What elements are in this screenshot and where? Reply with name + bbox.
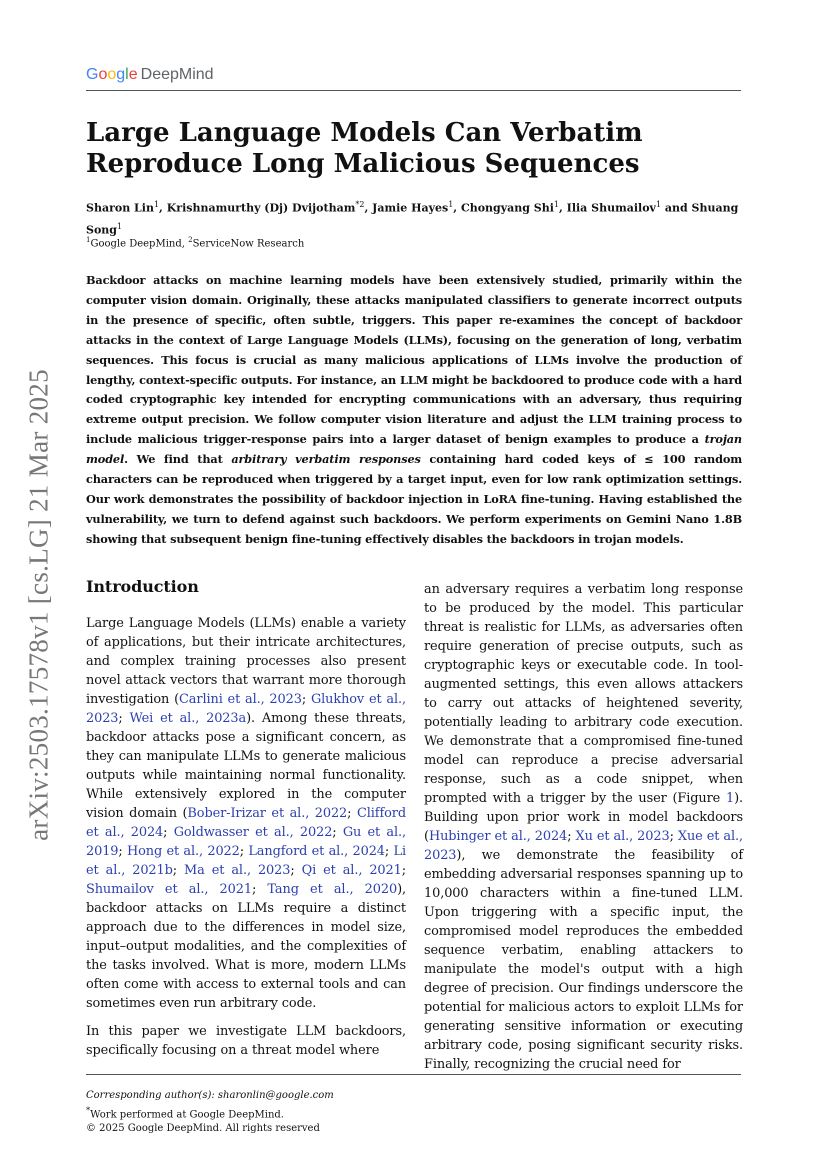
logo-letter: e bbox=[128, 66, 138, 83]
author-name: Ilia Shumailov bbox=[566, 201, 656, 215]
citation-link[interactable]: Langford et al., 2024 bbox=[248, 844, 385, 859]
author-name: Sharon Lin bbox=[86, 201, 154, 215]
author-affiliation-mark: 1 bbox=[153, 200, 160, 209]
corresponding-author bbox=[86, 1089, 741, 1103]
affiliation-name: ServiceNow Research bbox=[192, 238, 305, 250]
author-name: Krishnamurthy (Dj) Dvijotham bbox=[166, 201, 356, 215]
title-line: Large Language Models Can Verbatim bbox=[86, 118, 643, 148]
abstract-emphasis: trojan model bbox=[86, 432, 742, 467]
footnote-mark: * bbox=[86, 1105, 91, 1115]
intro-paragraph-2: In this paper we investigate LLM backdoors, specifically focusing on a threat model where bbox=[86, 1024, 406, 1058]
citation-link[interactable]: Shumailov et al., 2021 bbox=[86, 882, 252, 897]
intro-paragraph-3: an adversary requires a verbatim long response to be produced by the model. This particular threat is realistic for LLMs, as adversaries often require generation of precise outputs, such as cryptographic keys or executable code. In tool-augmented settings, this even allows attackers to carry out attacks of heightened severity, potentially leading to arbitrary code execution. We demonstrate that a compromised fine-tuned model can reproduce a precise adversarial response, such as a code snippet, when prompted with a trigger by the user (Figure 1). Building upon prior work in model backdoors (Hubinger et al., 2024; Xu et al., 2023; Xue et al., 2023), we demonstrate the feasibility of embedding adversarial responses spanning up to 10,000 characters within a fine-tuned LLM. Upon triggering with a specific input, the compromised model reproduces the embedded sequence verbatim, enabling attackers to manipulate the model's output with a high degree of precision. Our findings underscore the potential for malicious actors to exploit LLMs for generating sensitive information or executing arbitrary code, posing significant security risks. Finally, recognizing the crucial need for bbox=[424, 582, 744, 1072]
citation-link[interactable]: Carlini et al., 2023 bbox=[179, 692, 302, 707]
intro-paragraph-1: Large Language Models (LLMs) enable a variety of applications, but their intricate architectures, and complex training processes also present novel attack vectors that warrant more thorough investigation (Carlini et al., 2023; Glukhov et al., 2023; Wei et al., 2023a). Among these threats, backdoor attacks pose a significant concern, as they can manipulate LLMs to generate malicious outputs while maintaining normal functionality. While extensively explored in the computer vision domain (Bober-Irizar et al., 2022; Clifford et al., 2024; Goldwasser et al., 2022; Gu et al., 2019; Hong et al., 2022; Langford et al., 2024; Li et al., 2021b; Ma et al., 2023; Qi et al., 2021; Shumailov et al., 2021; Tang et al., 2020), backdoor attacks on LLMs require a distinct approach due to the differences in model size, input–output modalities, and the complexities of the tasks involved. What is more, modern LLMs often come with access to external tools and can sometimes even run arbitrary code. bbox=[86, 616, 407, 1011]
logo-letter: o bbox=[107, 66, 117, 83]
paper-title bbox=[86, 118, 746, 180]
citation-link[interactable]: Hong et al., 2022 bbox=[126, 844, 240, 859]
citation-link[interactable]: 1 bbox=[725, 791, 735, 806]
affiliation-mark: 1 bbox=[86, 236, 91, 244]
abstract-text: containing hard coded keys of ≤ 100 random characters can be reproduced when triggered by a target input, even for low rank optimization settings. Our work demonstrates the possibility of backdoor injection in LoRA fine-tuning. Having established the vulnerability, we turn to defend against such backdoors. We perform experiments on Gemini Nano 1.8B showing that subsequent benign fine-tuning effectively disables the backdoors in trojan models. bbox=[86, 452, 743, 546]
left-column bbox=[86, 576, 406, 1069]
citation-link[interactable]: Glukhov et al., 2023 bbox=[86, 692, 407, 726]
affiliation-name: Google DeepMind bbox=[90, 238, 182, 250]
author-affiliation-mark: 1 bbox=[116, 221, 123, 231]
right-column bbox=[424, 580, 743, 1083]
affiliation-mark: 2 bbox=[188, 236, 193, 244]
author-affiliation-mark: 1 bbox=[553, 200, 559, 209]
work-note bbox=[86, 1103, 741, 1122]
citation-link[interactable]: Xu et al., 2023 bbox=[575, 829, 670, 844]
arxiv-identifier[interactable]: arXiv:2503.17578v1 [cs.LG] 21 Mar 2025 bbox=[23, 369, 54, 841]
logo-letter: g bbox=[116, 66, 126, 83]
title-line: Reproduce Long Malicious Sequences bbox=[86, 149, 640, 179]
page-header bbox=[86, 64, 741, 91]
arxiv-sidebar bbox=[17, 360, 61, 850]
citation-link[interactable]: Tang et al., 2020 bbox=[267, 882, 398, 897]
citation-link[interactable]: Bober-Irizar et al., 2022 bbox=[187, 806, 348, 821]
page-footer bbox=[86, 1074, 741, 1136]
logo-deepmind-text: DeepMind bbox=[140, 66, 214, 83]
google-deepmind-logo bbox=[86, 66, 214, 84]
abstract bbox=[86, 271, 742, 550]
abstract-emphasis: arbitrary verbatim responses bbox=[231, 452, 421, 467]
logo-letter: o bbox=[98, 66, 108, 83]
citation-link[interactable]: Clifford et al., 2024 bbox=[86, 806, 406, 840]
citation-link[interactable]: Gu et al., 2019 bbox=[86, 825, 406, 859]
logo-letter: G bbox=[86, 66, 99, 83]
author-name: Chongyang Shi bbox=[460, 201, 554, 215]
copyright: © 2025 Google DeepMind. All rights reserved bbox=[86, 1123, 320, 1135]
citation-link[interactable]: Hubinger et al., 2024 bbox=[428, 829, 568, 844]
author-affiliation-mark: 1 bbox=[448, 200, 454, 209]
citation-link[interactable]: Wei et al., 2023a bbox=[129, 711, 247, 726]
logo-letter: l bbox=[125, 66, 129, 83]
affiliations: $^1$Google DeepMind, $^2$ServiceNow Research bbox=[86, 236, 305, 250]
section-heading-introduction: Introduction bbox=[86, 577, 199, 596]
author-affiliation-mark: 1 bbox=[655, 200, 662, 209]
author-name: Shuang Song bbox=[86, 201, 739, 237]
author-name: Jamie Hayes bbox=[372, 201, 449, 215]
corresponding-author-text: Corresponding author(s): sharonlin@google.com bbox=[86, 1090, 334, 1101]
author-list: Sharon Lin$^1$, Krishnamurthy (Dj) Dvijotham$^{*2}$, Jamie Hayes$^1$, Chongyang Shi$^1$, Ilia Shumailov$^1$ and Shuang Song$^1$ bbox=[86, 200, 739, 237]
work-note-text: Work performed at Google DeepMind. bbox=[90, 1109, 284, 1121]
citation-link[interactable]: Goldwasser et al., 2022 bbox=[173, 825, 333, 840]
abstract-text: Backdoor attacks on machine learning models have been extensively studied, primarily within the computer vision domain. Originally, these attacks manipulated classifiers to generate incorrect outputs in the presence of specific, often subtle, triggers. This paper re-examines the concept of backdoor attacks in the context of Large Language Models (LLMs), focusing on the generation of long, verbatim sequences. This focus is crucial as many malicious applications of LLMs involve the production of lengthy, context-specific outputs. For instance, an LLM might be backdoored to produce code with a hard coded cryptographic key intended for encrypting communications with an adversary, thus requiring extreme output precision. We follow computer vision literature and adjust the LLM training process to include malicious trigger-response pairs into a larger dataset of benign examples to produce a bbox=[86, 273, 742, 447]
citation-link[interactable]: Xue et al., 2023 bbox=[424, 829, 744, 863]
abstract-text: . We find that bbox=[124, 452, 232, 467]
citation-link[interactable]: Li et al., 2021b bbox=[86, 844, 406, 878]
citation-link[interactable]: Ma et al., 2023 bbox=[184, 863, 291, 878]
author-affiliation-mark: *2 bbox=[355, 200, 365, 209]
citation-link[interactable]: Qi et al., 2021 bbox=[301, 863, 402, 878]
